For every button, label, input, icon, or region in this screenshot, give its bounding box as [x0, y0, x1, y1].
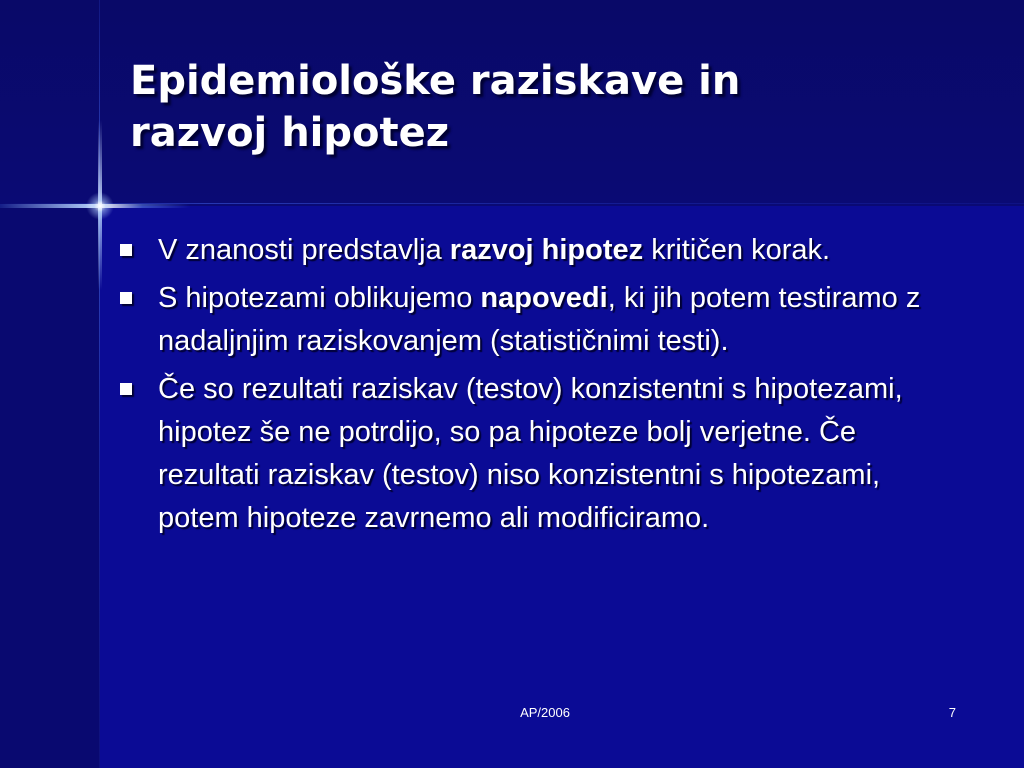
bullet-3-text: Če so rezultati raziskav (testov) konzistentni s hipotezami, hipotez še ne potrdijo, so pa hipoteze bolj verjetne. Če rezultati raziskav (testov) niso konzistentni s hipotezami, potem hipoteze zavrnemo ali modificiramo.: [158, 373, 903, 534]
page-number: 7: [948, 705, 956, 720]
bullet-item-2: [120, 277, 960, 363]
slide-title-line-2: razvoj hipotez: [130, 110, 450, 156]
bullet-1-emphasis: razvoj hipotez: [449, 234, 644, 266]
bullet-item-3: [120, 368, 960, 540]
bullet-2-text: S hipotezami oblikujemo: [158, 282, 481, 314]
bullet-2-text-end: , ki jih potem testiramo z nadaljnjim raziskovanjem (statističnimi testi).: [158, 282, 921, 357]
slide-title: [130, 55, 990, 159]
slide-title-line-1: Epidemiološke raziskave in: [130, 58, 741, 104]
square-bullet-icon: [120, 292, 132, 304]
footer-label: AP/2006: [520, 705, 570, 720]
bullet-1-text: V znanosti predstavlja: [158, 234, 450, 266]
bullet-list: [120, 229, 960, 545]
vertical-divider-line: [99, 0, 100, 768]
bullet-2-emphasis: napovedi: [480, 282, 608, 314]
square-bullet-icon: [120, 244, 132, 256]
bullet-item-1: [120, 229, 960, 272]
bullet-1-text-end: kritičen korak.: [643, 234, 831, 266]
square-bullet-icon: [120, 383, 132, 395]
left-band: [0, 206, 100, 768]
star-flare-icon: [86, 192, 114, 220]
